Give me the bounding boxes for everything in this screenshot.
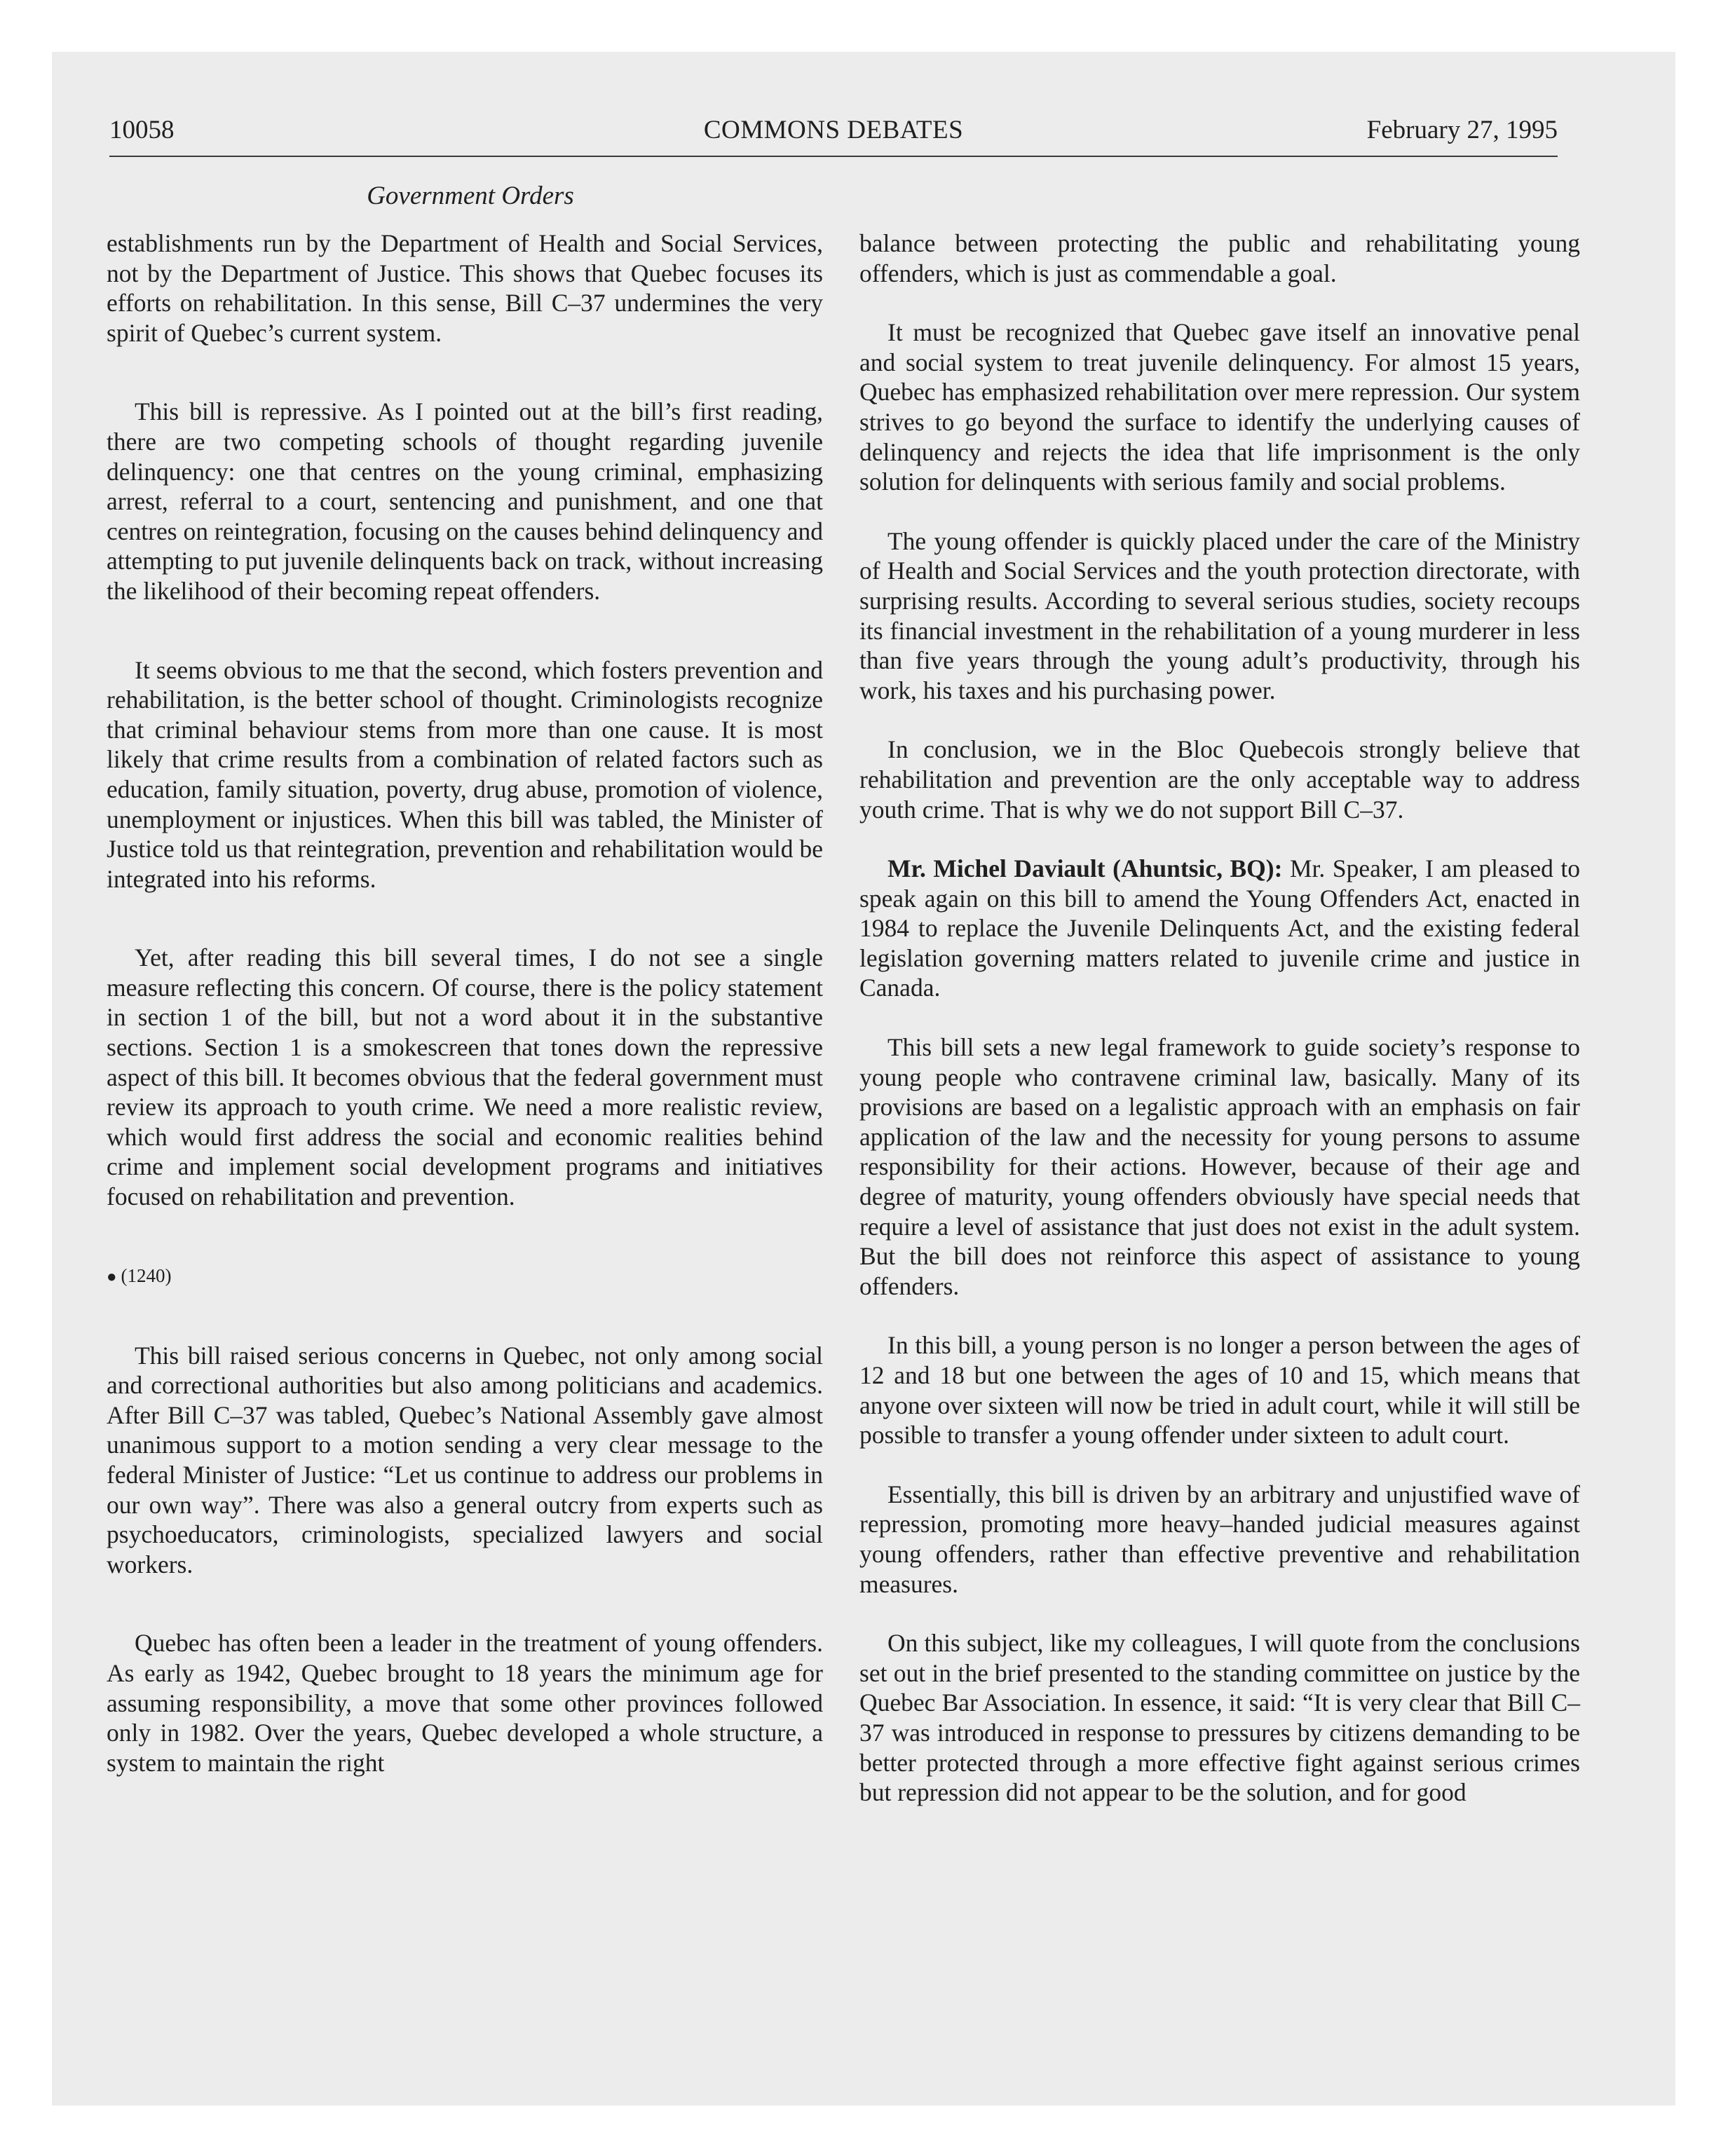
time-marker-text: (1240) — [121, 1264, 172, 1286]
paragraph: It must be recognized that Quebec gave itself an innovative penal and social system to treat juvenile delinquency. For almost 15 years, Quebec has emphasized rehabilitation over mere repression. Our system strives to go beyond the surface to identify the underlying causes of delinquency and rejects the idea that life imprisonment is the only solution for delinquents with serious family and social problems. — [859, 318, 1580, 496]
paragraph: Quebec has often been a leader in the treatment of young offenders. As early as 1942, Quebec brought to 18 years the minimum age for assuming responsibility, a move that some other provinces followed only in 1982. Over the years, Quebec developed a whole structure, a system to maintain the right — [107, 1629, 823, 1777]
paragraph: establishments run by the Department of Health and Social Services, not by the Department of Justice. This shows that Quebec focuses its efforts on rehabilitation. In this sense, Bill C–37 undermines the very spirit of Quebec’s current system. — [107, 229, 823, 347]
left-column — [107, 228, 823, 1827]
paragraph: balance between protecting the public and rehabilitating young offenders, which is just as commendable a goal. — [859, 229, 1580, 287]
speaker-name: Mr. Michel Daviault (Ahuntsic, BQ): — [887, 854, 1283, 883]
paragraph: It seems obvious to me that the second, which fosters prevention and rehabilitation, is the better school of thought. Criminologists recognize that criminal behaviour stems from more than one cause. It is most likely that crime results from a combination of related factors such as education, family situation, poverty, drug abuse, promotion of violence, unemployment or injustices. When this bill was tabled, the Minister of Justice told us that reintegration, prevention and rehabilitation would be integrated into his reforms. — [107, 655, 823, 893]
speech-text: Mr. Speaker, I am pleased to speak again on this bill to amend the Young Offenders Act, enacted in 1984 to replace the Juvenile Delinquents Act, and the existing federal legislation governing matters related to juvenile crime and justice in Canada. — [859, 854, 1580, 1002]
page-number: 10058 — [109, 116, 175, 144]
paragraph: This bill sets a new legal framework to guide society’s response to young people who contravene criminal law, basically. Many of its provisions are based on a legalistic approach with an emphasis on fair application of the law and the necessity for young persons to assume responsibility for their actions. However, because of their age and degree of maturity, young offenders obviously have special needs that require a level of assistance that just does not exist in the adult system. But the bill does not reinforce this aspect of assistance to young offenders. — [859, 1033, 1580, 1300]
speech-paragraph — [859, 854, 1580, 1003]
paragraph: In this bill, a young person is no longer a person between the ages of 12 and 18 but one between the ages of 10 and 15, which means that anyone over sixteen will now be tried in adult court, while it will still be possible to transfer a young offender under sixteen to adult court. — [859, 1331, 1580, 1449]
publication-date: February 27, 1995 — [1366, 116, 1558, 144]
paragraph: This bill is repressive. As I pointed out at the bill’s first reading, there are two competing schools of thought regarding juvenile delinquency: one that centres on the young criminal, emphasizing arrest, referral to a court, sentencing and punishment, and one that centres on reintegration, focusing on the causes behind delinquency and attempting to put juvenile delinquents back on track, without increasing the likelihood of their becoming repeat offenders. — [107, 397, 823, 605]
section-label: Government Orders — [367, 182, 574, 210]
page-header — [109, 112, 1558, 157]
paragraph: On this subject, like my colleagues, I will quote from the conclusions set out in the brief presented to the standing committee on justice by the Quebec Bar Association. In essence, it said: “It is very clear that Bill C–37 was introduced in response to pressures by citizens demanding to be better protected through a more effective fight against serious crimes but repression did not appear to be the solution, and for good — [859, 1629, 1580, 1807]
paragraph: Yet, after reading this bill several times, I do not see a single measure reflecting this concern. Of course, there is the policy statement in section 1 of the bill, but not a word about it in the substantive sections. Section 1 is a smokescreen that tones down the repressive aspect of this bill. It becomes obvious that the federal government must review its approach to youth crime. We need a more realistic review, which would first address the social and economic realities behind crime and implement social development programs and initiatives focused on rehabilitation and prevention. — [107, 943, 823, 1211]
right-column — [859, 228, 1580, 1837]
paragraph: This bill raised serious concerns in Quebec, not only among social and correctional authorities but also among politicians and academics. After Bill C–37 was tabled, Quebec’s National Assembly gave almost unanimous support to a motion sending a very clear message to the federal Minister of Justice: “Let us continue to address our problems in our own way”. There was also a general outcry from experts such as psychoeducators, criminologists, specialized lawyers and social workers. — [107, 1341, 823, 1578]
publication-title: COMMONS DEBATES — [703, 116, 964, 144]
bullet-icon: ● — [107, 1267, 117, 1286]
paragraph: Essentially, this bill is driven by an arbitrary and unjustified wave of repression, promoting more heavy–handed judicial measures against young offenders, rather than effective preventive and rehabilitation measures. — [859, 1480, 1580, 1598]
paragraph: In conclusion, we in the Bloc Quebecois strongly believe that rehabilitation and prevention are the only acceptable way to address youth crime. That is why we do not support Bill C–37. — [859, 735, 1580, 824]
paragraph: The young offender is quickly placed under the care of the Ministry of Health and Social Services and the youth protection directorate, with surprising results. According to several serious studies, society recoups its financial investment in the rehabilitation of a young murderer in less than five years through the young adult’s productivity, through his work, his taxes and his purchasing power. — [859, 526, 1580, 704]
time-marker — [107, 1261, 823, 1292]
